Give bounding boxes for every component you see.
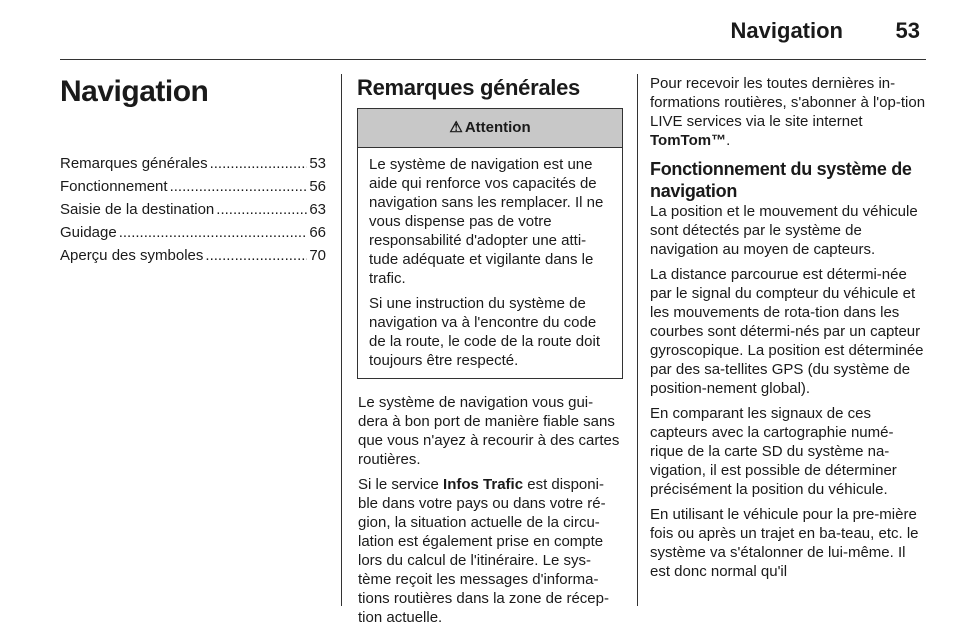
page-header [60,0,926,60]
section-body [357,393,623,627]
body-paragraph: Le système de navigation vous gui-dera à bon port de manière fiable sans que vous n'ayez à recourir à des cartes routières. [358,394,620,468]
toc-entry-page: 66 [309,224,326,241]
toc-entry-page: 56 [309,178,326,195]
chapter-column [60,74,326,267]
continuation-column [650,74,926,587]
attention-paragraph: Si une instruction du système de navigation va à l'encontre du code de la route, le code de la route doit toujours être respecté. [369,295,600,369]
page-number: 53 [895,18,920,43]
attention-label: Attention [464,119,531,136]
toc-entry-label: Remarques générales [60,155,208,172]
tomtom-term: TomTom™ [650,132,727,149]
paragraph-text: est disponi-ble dans votre pays ou dans votre ré-gion, la situation actuelle de la circu-lation est également prise en compte lors du calcul de l'itinéraire. Le sys-tème reçoit les messages d'informa-tions routières dans la zone de récep-tion actuelle. [358,476,609,626]
attention-header [358,109,622,148]
toc-leader-dots [216,198,307,221]
column-divider-2 [637,74,638,606]
body-paragraph [650,74,926,150]
attention-box [357,108,623,379]
toc-entry-page: 70 [309,247,326,264]
header-rule [60,59,926,60]
toc-leader-dots [170,175,308,198]
table-of-contents [60,152,326,267]
warning-triangle-icon: ⚠ [449,119,463,136]
toc-entry[interactable] [60,175,326,198]
attention-body [358,148,622,378]
running-header-title: Navigation [730,18,843,43]
paragraph-text: Pour recevoir les toutes dernières in-formations routières, s'abonner à l'op-tion LIVE services via le site internet [650,75,926,130]
toc-leader-dots [210,152,308,175]
paragraph-text: Si le service [358,476,444,493]
body-paragraph: En utilisant le véhicule pour la pre-mière fois ou après un trajet en ba-teau, etc. le système va s'étalonner de lui-même. Il est donc normal qu'il [650,506,919,580]
chapter-title: Navigation [60,75,209,108]
toc-entry-label: Aperçu des symboles [60,247,204,264]
paragraph-text: . [726,132,731,149]
subsection-title: Fonctionnement du système de navigation [650,159,912,201]
section-column [357,74,623,633]
body-paragraph: La position et le mouvement du véhicule sont détectés par le système de navigation au moyen de capteurs. [650,203,918,258]
column-divider-1 [341,74,342,606]
attention-paragraph: Le système de navigation est une aide qui renforce vos capacités de navigation sans les remplacer. Il ne vous dispense pas de votre responsabilité d'adopter une atti-tude adéquate et vigilante dans le trafic. [369,156,604,287]
body-paragraph: En comparant les signaux de ces capteurs avec la cartographie numé-rique de la carte SD du système na-vigation, il est possible de déterminer précisément la position du véhicule. [650,405,897,498]
infos-trafic-term: Infos Trafic [443,476,524,493]
toc-entry-label: Guidage [60,224,117,241]
section-title: Remarques générales [357,75,580,100]
body-paragraph [358,475,623,627]
toc-entry[interactable] [60,152,326,175]
toc-entry-label: Fonctionnement [60,178,168,195]
toc-entry-label: Saisie de la destination [60,201,215,218]
toc-entry[interactable] [60,221,326,244]
toc-leader-dots [119,221,308,244]
toc-entry-page: 63 [309,201,326,218]
body-paragraph: La distance parcourue est détermi-née par le signal du compteur du véhicule et les mouvements de rota-tion dans les courbes sont détermi-nés par un capteur gyroscopique. La position est déterminée par des sa-tellites GPS (du système de position-nement global). [650,266,924,397]
toc-leader-dots [205,244,307,267]
toc-entry[interactable] [60,244,326,267]
toc-entry-page: 53 [309,155,326,172]
toc-entry[interactable] [60,198,326,221]
